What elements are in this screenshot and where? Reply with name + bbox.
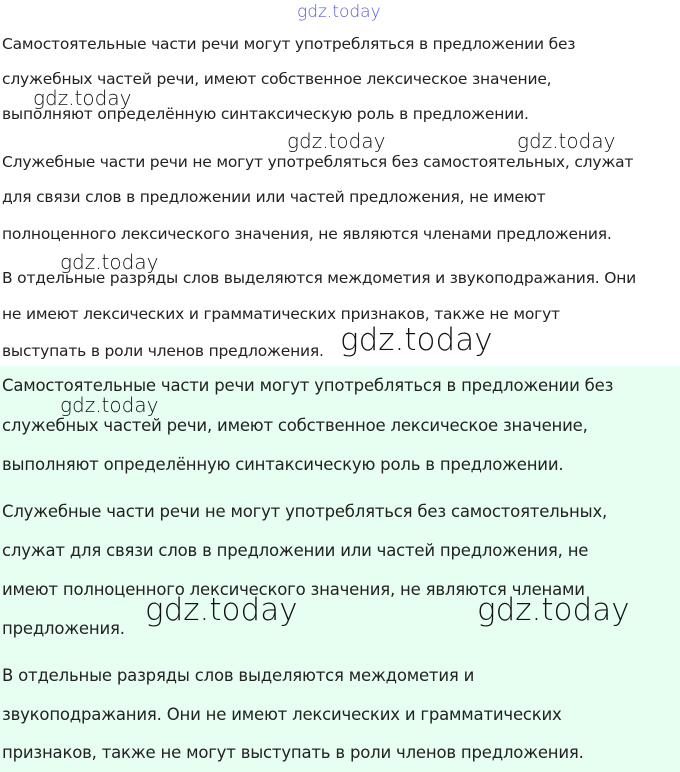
bottom-text-line: служебных частей речи, имеют собственное лексическое значение, <box>2 416 588 435</box>
watermark: gdz.today <box>477 592 630 628</box>
bottom-text-line: выполняют определённую синтаксическую роль в предложении. <box>2 455 564 474</box>
top-text-line: выполняют определённую синтаксическую роль в предложении. <box>2 105 529 123</box>
top-text-line: Служебные части речи не могут употребляться без самостоятельных, служат <box>2 153 634 171</box>
watermark: gdz.today <box>60 393 159 417</box>
top-text-line: выступать в роли членов предложения. <box>2 342 324 360</box>
top-text-line: не имеют лексических и грамматических признаков, также не могут <box>2 305 560 323</box>
top-text-line: В отдельные разряды слов выделяются междометия и звукоподражания. Они <box>2 269 637 287</box>
top-text-line: служебных частей речи, имеют собственное лексическое значение, <box>2 70 552 88</box>
bottom-text-line: Самостоятельные части речи могут употребляться в предложении без <box>2 376 614 395</box>
bottom-text-line: служат для связи слов в предложении или частей предложения, не <box>2 541 589 560</box>
bottom-text-line: В отдельные разряды слов выделяются междометия и <box>2 666 475 685</box>
bottom-text-line: имеют полноценного лексического значения, не являются членами <box>2 580 585 599</box>
watermark: gdz.today <box>297 2 381 22</box>
watermark: gdz.today <box>287 129 386 153</box>
watermark: gdz.today <box>517 129 616 153</box>
watermark: gdz.today <box>33 86 132 110</box>
bottom-text-line: звукоподражания. Они не имеют лексических и грамматических <box>2 705 562 724</box>
top-text-line: Самостоятельные части речи могут употребляться в предложении без <box>2 35 576 53</box>
bottom-text-line: Служебные части речи не могут употребляться без самостоятельных, <box>2 502 608 521</box>
watermark: gdz.today <box>60 250 159 274</box>
watermark: gdz.today <box>145 592 298 628</box>
top-text-line: полноценного лексического значения, не являются членами предложения. <box>2 225 612 243</box>
watermark: gdz.today <box>340 322 493 358</box>
bottom-text-line: предложения. <box>2 619 125 638</box>
top-text-line: для связи слов в предложении или частей предложения, не имеют <box>2 188 546 206</box>
bottom-text-line: признаков, также не могут выступать в роли членов предложения. <box>2 743 584 762</box>
